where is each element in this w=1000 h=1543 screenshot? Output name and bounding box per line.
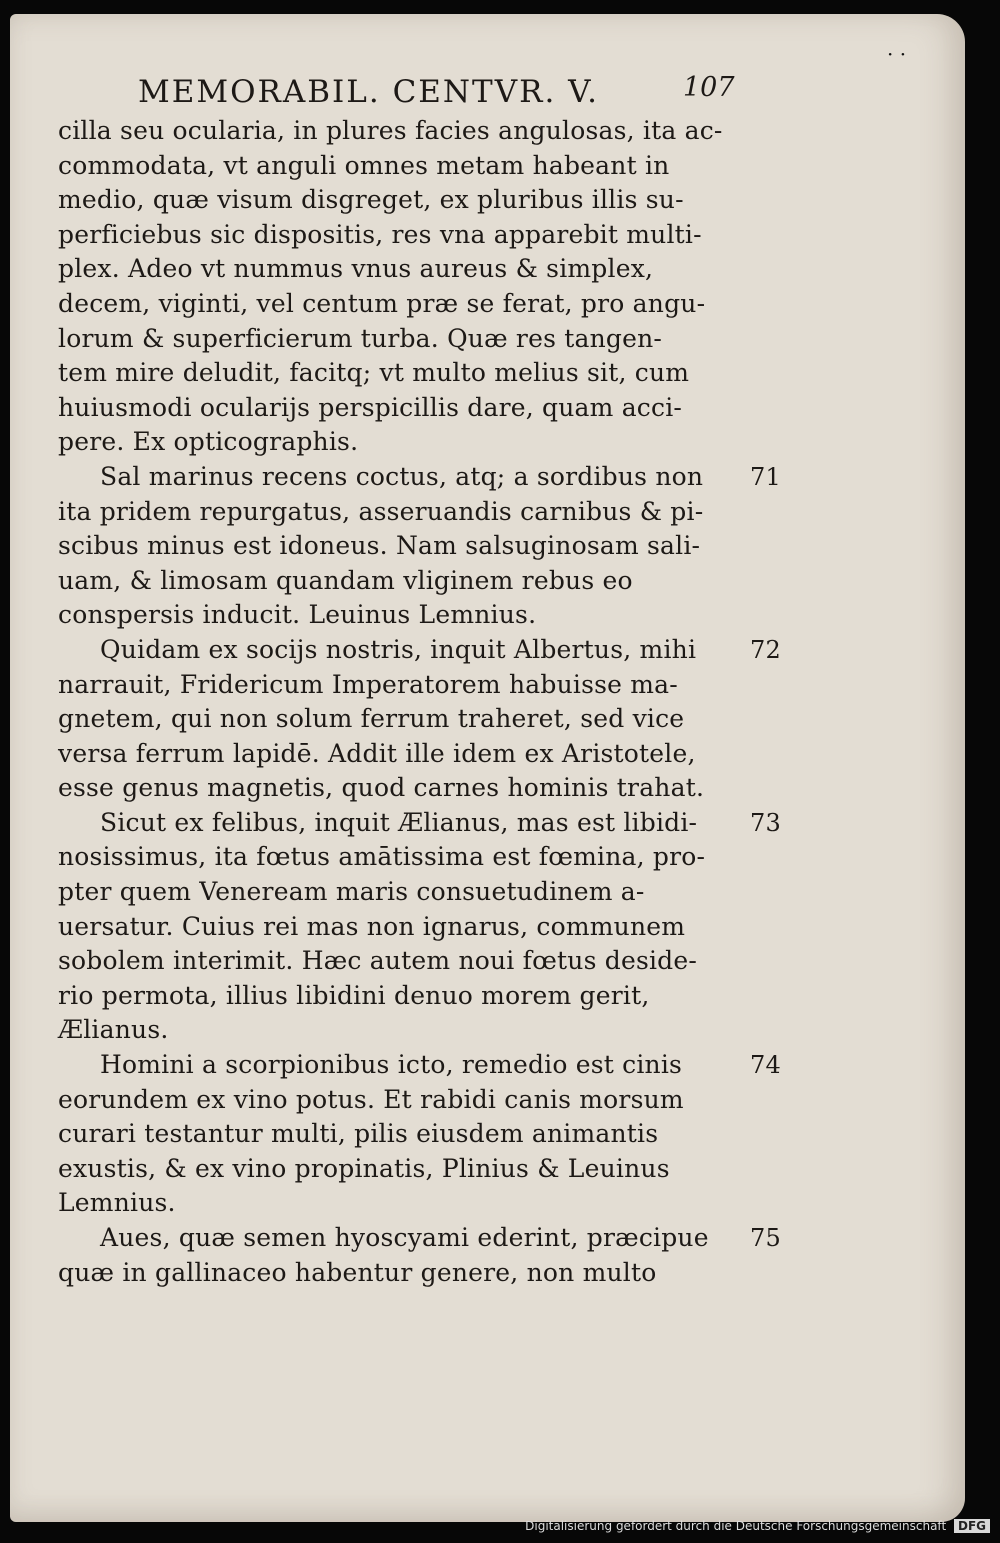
margin-number-74: 74 [750,1051,781,1080]
text-line: commodata, vt anguli omnes metam habeant in [58,150,670,180]
text-line: pere. Ex opticographis. [58,427,359,457]
text-line: nosissimus, ita fœtus amātissima est fœmina, pro- [58,842,706,872]
text-line: scibus minus est idoneus. Nam salsuginosam sali- [58,531,701,561]
text-line: esse genus magnetis, quod carnes hominis trahat. [58,773,705,803]
text-line: Sal marinus recens coctus, atq; a sordibus non [100,461,704,491]
text-line: Quidam ex socijs nostris, inquit Albertus, mihi [100,634,697,664]
margin-number-75: 75 [750,1224,781,1252]
paragraph-75-start [58,1221,781,1256]
text-line: curari testantur multi, pilis eiusdem animantis [58,1119,659,1149]
credit-text: Digitalisierung gefördert durch die Deutsche Forschungsgemeinschaft [525,1519,947,1533]
text-line: plex. Adeo vt nummus vnus aureus & simplex, [58,254,654,284]
paragraph-72-start [58,633,781,668]
digitization-credit [525,1519,990,1533]
text-line: decem, viginti, vel centum præ se ferat, pro angu- [58,288,706,318]
text-line: sobolem interimit. Hæc autem noui fœtus deside- [58,946,698,976]
paragraph-74-start [58,1048,781,1083]
text-line: Ælianus. [58,1015,169,1045]
text-line: lorum & superficierum turba. Quæ res tangen- [58,323,663,353]
body-text [58,114,781,1290]
header-title: MEMORABIL. CENTVR. V. [138,74,599,110]
text-line: versa ferrum lapidē. Addit ille idem ex Aristotele, [58,738,696,768]
text-line: exustis, & ex vino propinatis, Plinius & Leuinus [58,1153,670,1183]
page-content [58,72,848,1290]
text-line: Lemnius. [58,1188,176,1218]
text-line: quæ in gallinaceo habentur genere, non multo [58,1257,657,1287]
text-line: Homini a scorpionibus icto, remedio est cinis [100,1050,683,1080]
text-line: eorundem ex vino potus. Et rabidi canis morsum [58,1084,684,1114]
margin-number-72: 72 [750,635,781,664]
text-line: cilla seu ocularia, in plures facies angulosas, ita ac- [58,116,723,145]
text-line: rio permota, illius libidini denuo morem gerit, [58,980,650,1010]
text-line: uam, & limosam quandam vliginem rebus eo [58,565,633,595]
text-line: gnetem, qui non solum ferrum traheret, sed vice [58,704,685,734]
text-line: ita pridem repurgatus, asseruandis carnibus & pi- [58,496,704,526]
margin-number-71: 71 [750,462,781,491]
text-line: Aues, quæ semen hyoscyami ederint, præcipue [100,1223,709,1252]
running-header [58,72,748,114]
paragraph-73-start [58,806,781,841]
margin-number-73: 73 [750,808,781,837]
text-line: tem mire deludit, facitq; vt multo melius sit, cum [58,358,690,388]
text-line: pter quem Veneream maris consuetudinem a- [58,877,645,907]
text-line: huiusmodi ocularijs perspicillis dare, quam acci- [58,392,683,422]
text-line: uersatur. Cuius rei mas non ignarus, communem [58,911,686,941]
paragraph-71-start [58,460,781,495]
text-line: narrauit, Fridericum Imperatorem habuisse ma- [58,669,678,699]
text-line: perficiebus sic dispositis, res vna apparebit multi- [58,219,702,249]
text-line: conspersis inducit. Leuinus Lemnius. [58,600,537,630]
book-page [10,14,965,1522]
text-line: Sicut ex felibus, inquit Ælianus, mas est libidi- [100,807,698,837]
dfg-logo: DFG [954,1519,990,1533]
text-line: medio, quæ visum disgreget, ex pluribus illis su- [58,185,684,215]
page-number: 107 [683,72,735,103]
page-speckles: · · [887,42,907,66]
